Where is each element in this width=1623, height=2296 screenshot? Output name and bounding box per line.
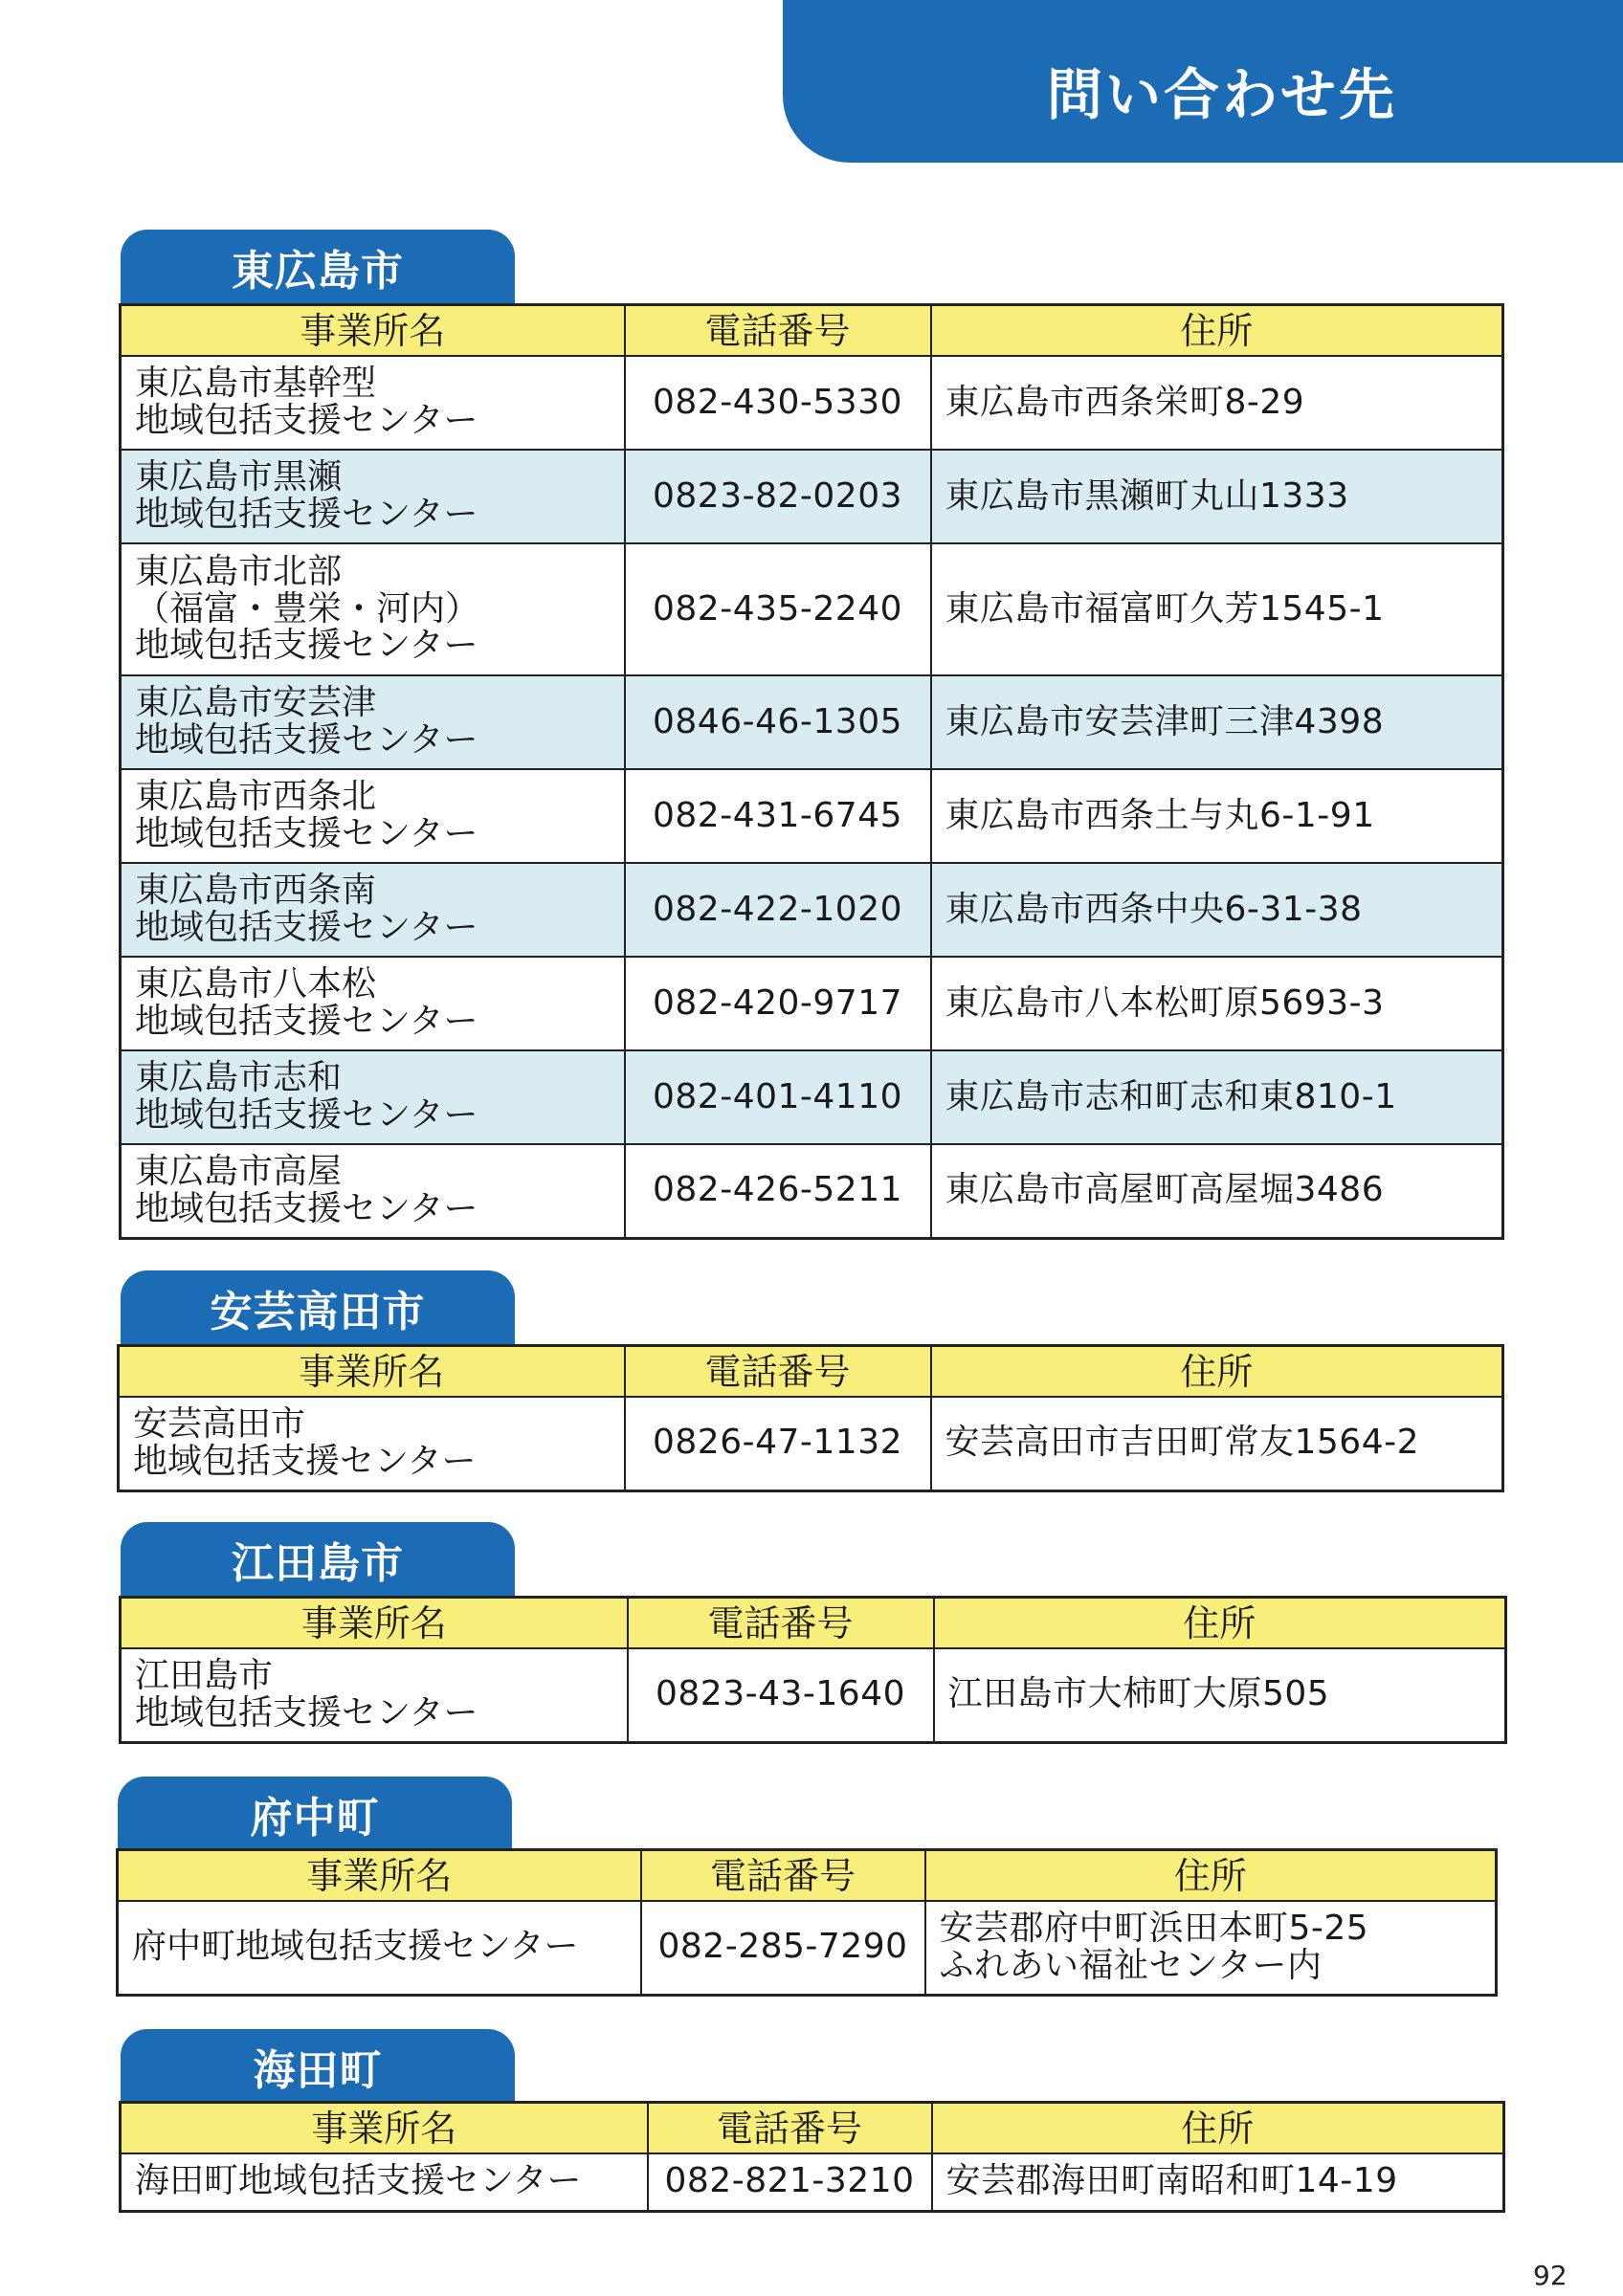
phone-number: 082-285-7290 (641, 1901, 925, 1995)
address-line: 東広島市志和町志和東810-1 (945, 1076, 1397, 1116)
phone-number: 0823-82-0203 (625, 450, 931, 543)
office-name-line: 地域包括支援センター (133, 1441, 477, 1481)
office-name-line: 地域包括支援センター (135, 908, 478, 947)
office-name (121, 675, 625, 769)
office-name-line: 地域包括支援センター (135, 1095, 478, 1135)
header-tel: 電話番号 (641, 1850, 925, 1902)
city-tab: 東広島市 (121, 230, 515, 304)
header-name: 事業所名 (121, 305, 625, 357)
address-line: ふれあい福祉センター内 (939, 1945, 1323, 1985)
office-name (121, 863, 625, 957)
address (931, 543, 1503, 675)
table-row (121, 769, 1503, 863)
table-row (121, 675, 1503, 769)
contact-table (119, 303, 1504, 1240)
office-name (121, 450, 625, 543)
header-name: 事業所名 (118, 1850, 641, 1902)
office-name (121, 1648, 628, 1742)
office-name-line: 地域包括支援センター (135, 1188, 478, 1228)
address-line: 東広島市西条中央6-31-38 (945, 889, 1363, 929)
city-tab: 江田島市 (121, 1522, 515, 1597)
phone-number: 082-435-2240 (625, 543, 931, 675)
table-row (121, 543, 1503, 675)
address (931, 769, 1503, 863)
address-line: 東広島市安芸津町三津4398 (945, 701, 1385, 741)
office-name (121, 1144, 625, 1238)
address-line: 東広島市黒瀬町丸山1333 (945, 475, 1349, 516)
phone-number: 0846-46-1305 (625, 675, 931, 769)
phone-number: 082-430-5330 (625, 356, 931, 450)
city-tab: 海田町 (121, 2029, 515, 2104)
office-name-line: 東広島市志和 (135, 1058, 343, 1098)
office-name (121, 957, 625, 1050)
header-address: 住所 (931, 305, 1503, 357)
address (931, 675, 1503, 769)
table-row (121, 863, 1503, 957)
phone-number: 082-426-5211 (625, 1144, 931, 1238)
header-tel: 電話番号 (628, 1598, 934, 1649)
address (931, 1050, 1503, 1144)
office-name (121, 769, 625, 863)
table-header-row (121, 1598, 1506, 1649)
header-address: 住所 (931, 1346, 1503, 1398)
table-row (118, 1901, 1497, 1995)
office-name (121, 543, 625, 675)
table-header-row (121, 305, 1503, 357)
office-name-line: 安芸高田市 (133, 1403, 306, 1444)
address-line: 東広島市八本松町原5693-3 (945, 982, 1385, 1023)
office-name (121, 2153, 648, 2211)
address-line: 東広島市福富町久芳1545-1 (945, 588, 1385, 629)
phone-number: 082-821-3210 (648, 2153, 932, 2211)
table-row (121, 957, 1503, 1050)
office-name (118, 1901, 641, 1995)
table-row (121, 356, 1503, 450)
contact-table (119, 2101, 1505, 2213)
header-tel: 電話番号 (625, 305, 931, 357)
table-row (119, 1397, 1503, 1490)
phone-number: 0823-43-1640 (628, 1648, 934, 1742)
table-row (121, 1144, 1503, 1238)
office-name-line: 東広島市西条北 (135, 777, 377, 817)
address-line: 安芸郡海田町南昭和町14-19 (945, 2161, 1398, 2201)
office-name-line: 江田島市 (135, 1655, 274, 1695)
address (931, 1144, 1503, 1238)
contact-table (119, 1596, 1507, 1744)
address-line: 東広島市西条栄町8-29 (945, 382, 1305, 422)
office-name-line: 地域包括支援センター (135, 1692, 478, 1733)
address (925, 1901, 1497, 1995)
office-name-line: 地域包括支援センター (135, 814, 478, 853)
table-header-row (119, 1346, 1503, 1398)
page-number: 92 (1533, 2260, 1567, 2291)
table-row (121, 1648, 1506, 1742)
address-line: 東広島市西条土与丸6-1-91 (945, 795, 1375, 835)
header-address: 住所 (934, 1598, 1506, 1649)
header-name: 事業所名 (121, 2103, 648, 2154)
office-name-line: （福富・豊栄・河内） (135, 588, 480, 629)
office-name-line: 東広島市八本松 (135, 964, 377, 1004)
contact-table (117, 1344, 1504, 1492)
address (931, 356, 1503, 450)
table-row (121, 2153, 1504, 2211)
office-name-line: 東広島市黒瀬 (135, 457, 343, 497)
office-name-line: 海田町地域包括支援センター (135, 2161, 582, 2201)
table-header-row (118, 1850, 1497, 1902)
header-address: 住所 (925, 1850, 1497, 1902)
phone-number: 0826-47-1132 (625, 1397, 931, 1490)
header-tel: 電話番号 (648, 2103, 932, 2154)
office-name-line: 東広島市安芸津 (135, 683, 377, 723)
table-row (121, 450, 1503, 543)
address (931, 863, 1503, 957)
address-line: 東広島市高屋町高屋堀3486 (945, 1170, 1385, 1210)
address-line: 安芸郡府中町浜田本町5-25 (939, 1908, 1369, 1948)
phone-number: 082-420-9717 (625, 957, 931, 1050)
table-row (121, 1050, 1503, 1144)
address-line: 江田島市大柿町大原505 (947, 1674, 1330, 1714)
phone-number: 082-422-1020 (625, 863, 931, 957)
header-name: 事業所名 (121, 1598, 628, 1649)
table-header-row (121, 2103, 1504, 2154)
office-name (121, 1050, 625, 1144)
office-name-line: 東広島市西条南 (135, 871, 377, 911)
office-name-line: 地域包括支援センター (135, 401, 478, 440)
phone-number: 082-401-4110 (625, 1050, 931, 1144)
office-name-line: 東広島市北部 (135, 551, 343, 591)
office-name (121, 356, 625, 450)
office-name-line: 地域包括支援センター (135, 1002, 478, 1041)
header-name: 事業所名 (119, 1346, 625, 1398)
office-name-line: 地域包括支援センター (135, 720, 478, 760)
office-name-line: 地域包括支援センター (135, 626, 478, 666)
address (931, 1397, 1503, 1490)
title-banner (783, 0, 1623, 163)
page-title: 問い合わせ先 (1046, 62, 1397, 127)
office-name (119, 1397, 625, 1490)
office-name-line: 東広島市基幹型 (135, 364, 377, 404)
address (932, 2153, 1504, 2211)
address (934, 1648, 1506, 1742)
header-tel: 電話番号 (625, 1346, 931, 1398)
city-tab: 安芸高田市 (121, 1270, 515, 1345)
address (931, 450, 1503, 543)
header-address: 住所 (932, 2103, 1504, 2154)
contact-table (116, 1848, 1498, 1997)
address (931, 957, 1503, 1050)
address-line: 安芸高田市吉田町常友1564-2 (945, 1423, 1420, 1463)
office-name-line: 地域包括支援センター (135, 495, 478, 534)
office-name-line: 東広島市高屋 (135, 1151, 343, 1191)
phone-number: 082-431-6745 (625, 769, 931, 863)
office-name-line: 府中町地域包括支援センター (132, 1927, 579, 1967)
city-tab: 府中町 (118, 1777, 512, 1851)
